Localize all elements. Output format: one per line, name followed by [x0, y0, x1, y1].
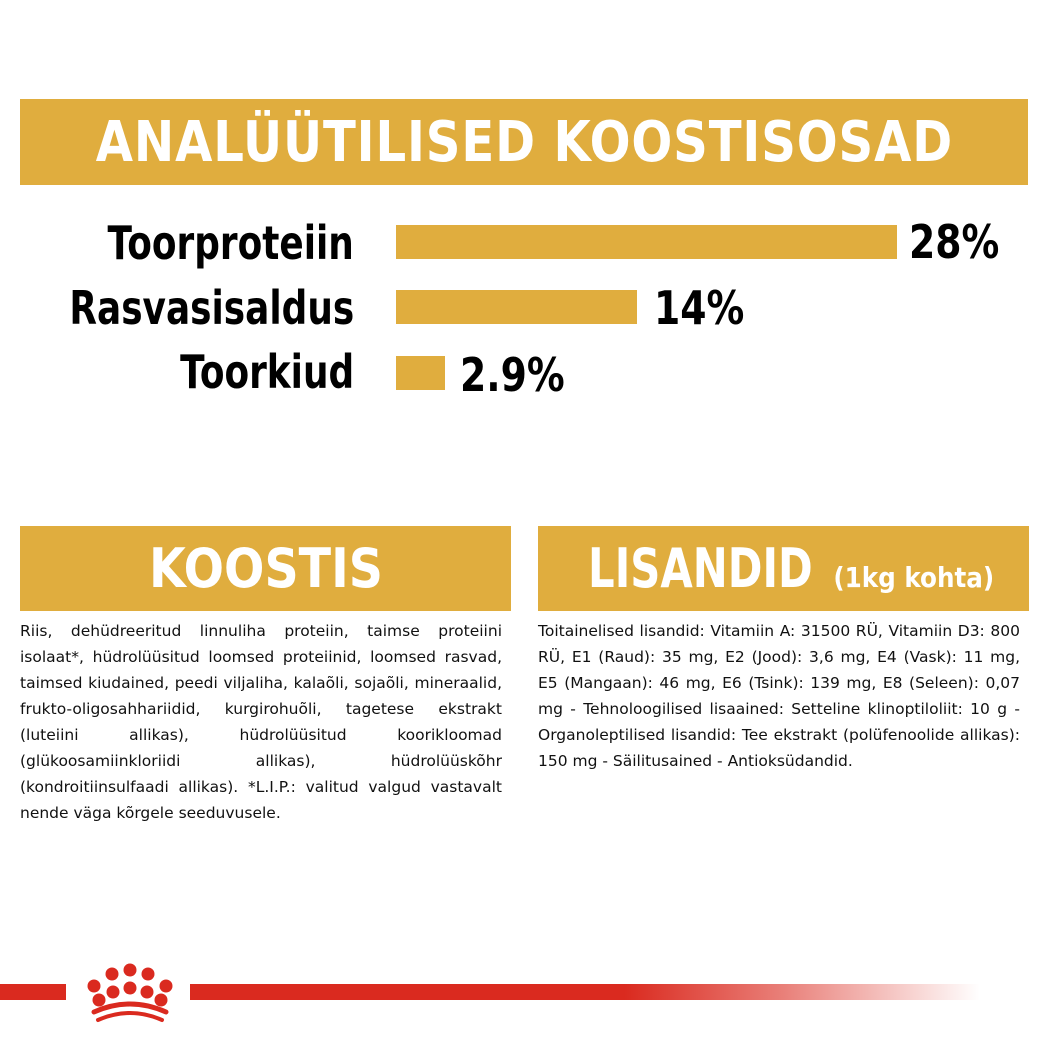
crown-icon: [72, 958, 188, 1024]
value-fiber: 2.9%: [460, 348, 565, 402]
value-protein: 28%: [909, 215, 1000, 269]
footer-line-right: [190, 984, 980, 1000]
lisandid-title-banner: [538, 526, 1029, 611]
bar-fiber: [396, 356, 445, 390]
koostis-title: KOOSTIS: [148, 537, 383, 600]
bar-protein: [396, 225, 897, 259]
analytical-title-banner: [20, 99, 1028, 185]
lisandid-subtitle: (1kg kohta): [833, 561, 995, 594]
koostis-title-banner: [20, 526, 511, 611]
lisandid-text: Toitainelised lisandid: Vitamiin A: 31500 RÜ, Vitamiin D3: 800 RÜ, E1 (Raud): 35 mg, E2 (Jood): 3,6 mg, E4 (Vask): 11 mg, E5 (Mangaan): 46 mg, E6 (Tsink): 139 mg, E8 (Seleen): 0,07 mg - Tehnoloogilised lisaained: Setteline klinoptiloliit: 10 g - Organoleptilised lisandid: Tee ekstrakt (polüfenoolide allikas): 150 mg - Säilitusained - Antioksüdandid.: [538, 622, 1020, 770]
lisandid-title: LISANDID: [588, 537, 813, 600]
value-fat: 14%: [654, 281, 745, 335]
footer-line-left: [0, 984, 66, 1000]
row-label-fiber: Toorkiud: [179, 345, 354, 399]
koostis-text: Riis, dehüdreeritud linnuliha proteiin, taimse proteiini isolaat*, hüdrolüüsitud loomsed proteiinid, loomsed rasvad, taimsed kiudained, peedi viljaliha, kalaõli, sojaõli, mineraalid, frukto-oligosahhariidid, kurgirohuõli, tagetese ekstrakt (luteiini allikas), hüdrolüüsitud koorikloomad (glükoosamiinkloriidi allikas), hüdrolüüskõhr (kondroitiinsulfaadi allikas). *L.I.P.: valitud valgud vastavalt nende väga kõrgele seeduvusele.: [20, 622, 502, 822]
bar-fat: [396, 290, 637, 324]
row-label-protein: Toorproteiin: [107, 216, 354, 270]
row-label-fat: Rasvasisaldus: [69, 281, 354, 335]
lisandid-title-wrap: [573, 537, 994, 600]
analytical-title: ANALÜÜTILISED KOOSTISOSAD: [95, 109, 953, 175]
